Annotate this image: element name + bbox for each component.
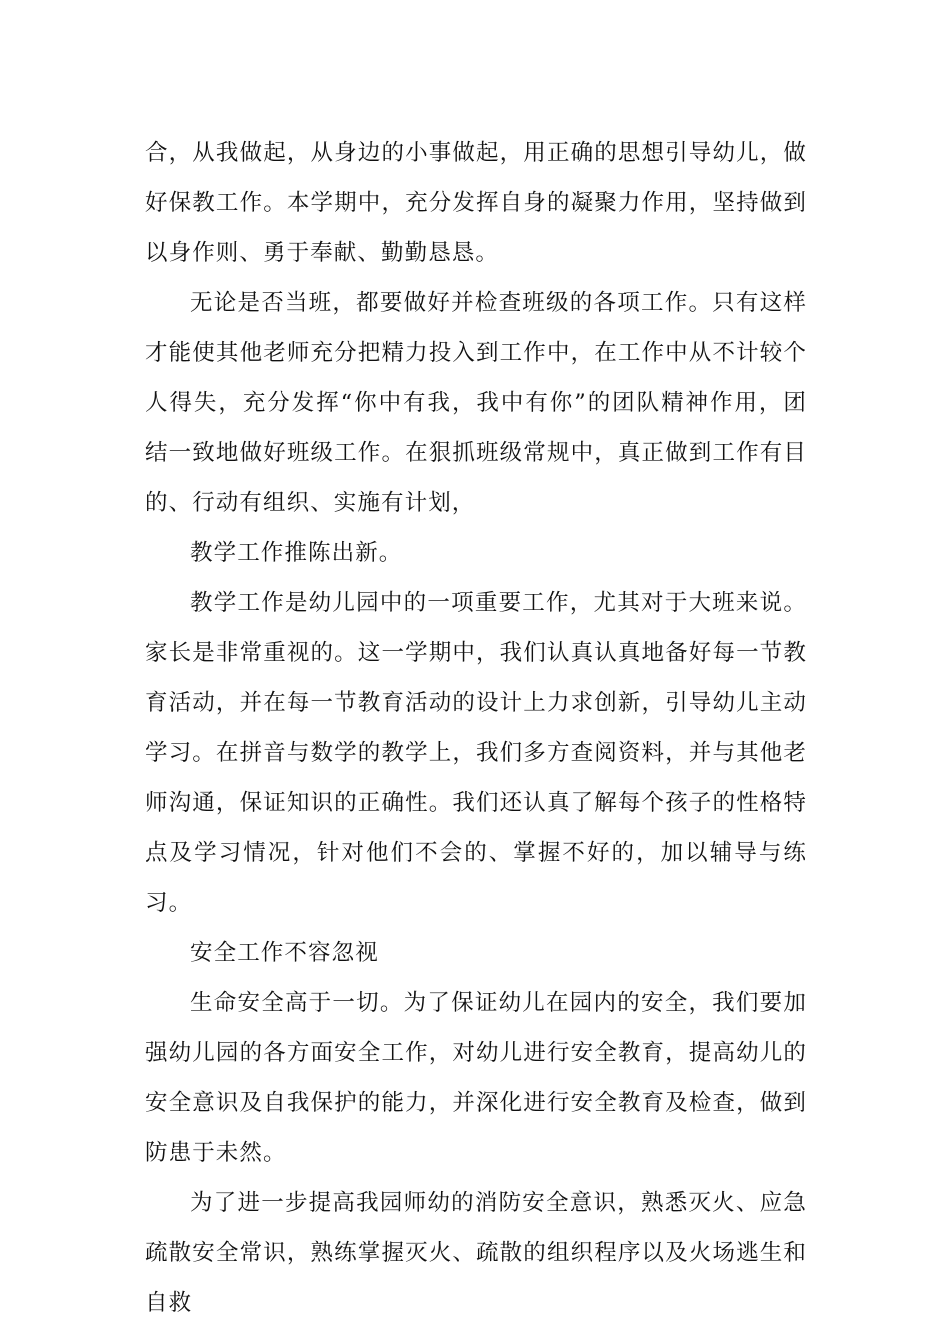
document-body — [145, 128, 807, 1328]
paragraph-class-duties: 无论是否当班，都要做好并检查班级的各项工作。只有这样才能使其他老师充分把精力投入到工作中，在工作中从不计较个人得失，充分发挥“你中有我，我中有你”的团队精神作用，团结一致地做好班级工作。在狠抓班级常规中，真正做到工作有目的、行动有组织、实施有计划， — [145, 290, 807, 516]
paragraph-teaching: 教学工作是幼儿园中的一项重要工作，尤其对于大班来说。家长是非常重视的。这一学期中，我们认真认真地备好每一节教育活动，并在每一节教育活动的设计上力求创新，引导幼儿主动学习。在拼音与数学的教学上，我们多方查阅资料，并与其他老师沟通，保证知识的正确性。我们还认真了解每个孩子的性格特点及学习情况，针对他们不会的、掌握不好的，加以辅导与练习。 — [145, 590, 807, 916]
paragraph-safety: 生命安全高于一切。为了保证幼儿在园内的安全，我们要加强幼儿园的各方面安全工作，对幼儿进行安全教育，提高幼儿的安全意识及自我保护的能力，并深化进行安全教育及检查，做到防患于未然。 — [145, 990, 807, 1166]
paragraph-fire-safety: 为了进一步提高我园师幼的消防安全意识，熟悉灭火、应急疏散安全常识，熟练掌握灭火、疏散的组织程序以及火场逃生和自救 — [145, 1190, 807, 1316]
section-heading-safety: 安全工作不容忽视 — [190, 940, 379, 966]
paragraph-continuation: 合，从我做起，从身边的小事做起，用正确的思想引导幼儿，做好保教工作。本学期中，充分发挥自身的凝聚力作用，坚持做到以身作则、勇于奉献、勤勤恳恳。 — [145, 140, 807, 266]
section-heading-teaching: 教学工作推陈出新。 — [190, 540, 403, 566]
